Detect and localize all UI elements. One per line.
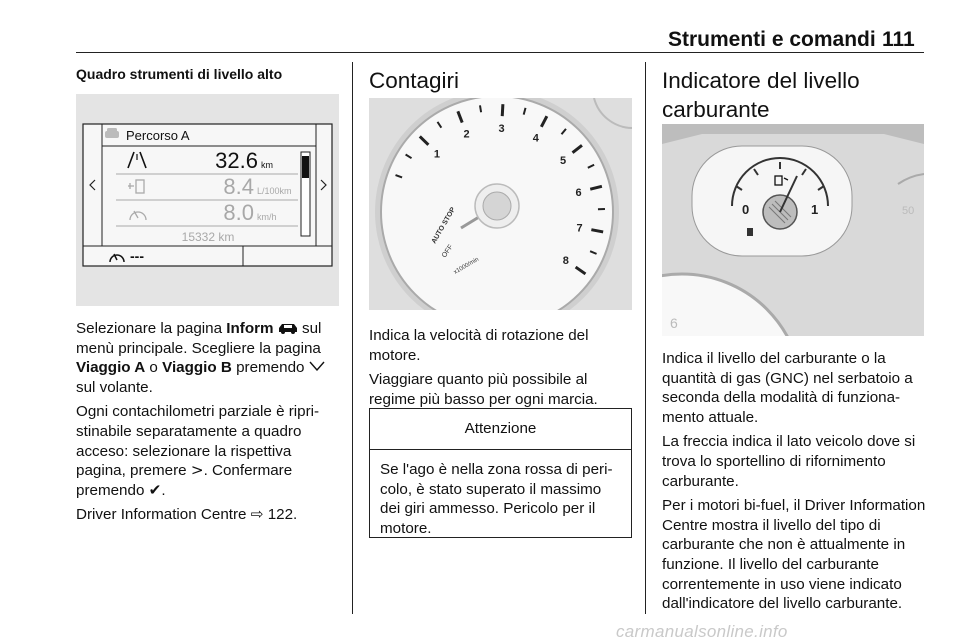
auto-stop-label: AUTO STOP — [430, 206, 458, 245]
off-label: OFF — [440, 243, 455, 260]
tachometer-tick-label: 4 — [532, 132, 539, 145]
odometer-value: 15332 km — [181, 230, 235, 244]
header-rule — [76, 52, 924, 53]
col1-text — [76, 319, 344, 530]
row3-value: 8.0 — [223, 200, 254, 225]
tachometer-tick-label: 3 — [498, 123, 505, 136]
instrument-cluster-illustration — [76, 94, 339, 306]
watermark: carmanualsonline.info — [616, 622, 788, 641]
tachometer-tick-label: 1 — [433, 148, 441, 161]
page-reference[interactable]: 122. — [267, 506, 298, 524]
section-heading: Quadro strumenti di livello alto — [76, 66, 283, 82]
inform-label: Inform — [226, 320, 274, 337]
paragraph: Per i motori bi-fuel, il Driver Information Centre mostra il livello del tipo di carburante che non è attualmente in funzione. Il livello del carburante correntemente in uso viene indicato dall'indicatore del livello carburante. — [662, 497, 926, 613]
paragraph: La freccia indica il lato veicolo dove si trova lo sportellino di rifornimento carburante. — [662, 433, 916, 490]
paragraph: Selezionare la pagina Inform sul menù principale. Scegliere la pagina Viaggio A o Viaggio B premendo sul volante. — [76, 319, 344, 397]
paragraph: Ogni contachilometri parziale è ripristinabile separatamente a quadro acceso: selezionare la rispettiva pagina, premere >. Confermare premendo ✔. — [76, 403, 320, 499]
chevron-right-icon: > — [190, 461, 204, 480]
warning-box — [369, 408, 632, 538]
car-icon — [278, 322, 298, 334]
tachometer-tick-label: 7 — [576, 222, 583, 235]
tachometer-tick-label: 6 — [575, 187, 582, 200]
paragraph: Driver Information Centre ⇨ 122. — [76, 505, 298, 524]
chevron-down-icon — [309, 361, 325, 371]
page-header-title: Strumenti e comandi — [668, 28, 876, 51]
fuel-low-warning-icon — [747, 228, 753, 236]
tachometer-tick — [502, 104, 503, 116]
tachometer-tick-label: 2 — [463, 128, 470, 141]
fuel-gauge-illustration — [662, 124, 924, 336]
section-heading: Indicatore del livello carburante — [662, 68, 860, 122]
svg-text:6: 6 — [670, 315, 678, 331]
col3-text — [662, 349, 927, 619]
row1-unit: km — [261, 160, 273, 170]
tachometer-tick-label: 8 — [562, 255, 569, 268]
tachometer-tick — [480, 105, 481, 112]
column-divider — [352, 62, 353, 614]
row2-value: 8.4 — [223, 174, 254, 199]
warning-title: Attenzione — [370, 409, 631, 450]
display-title: Percorso A — [126, 128, 190, 143]
paragraph: Indica la velocità di rotazione del motore. — [369, 327, 589, 364]
car-icon — [105, 128, 119, 138]
tachometer-illustration — [369, 98, 632, 310]
checkmark-icon: ✔ — [148, 480, 162, 499]
unit-label: x1000/min — [453, 256, 480, 276]
paragraph: Indica il livello del carburante o la quantità di gas (GNC) nel serbatoio a seconda della modalità di funzionamento attuale. — [662, 350, 913, 426]
tachometer-tick-label: 5 — [560, 155, 567, 168]
paragraph: Viaggiare quanto più possibile al regime più basso per ogni marcia. — [369, 371, 598, 408]
side-gauge-value: 50 — [902, 205, 915, 217]
col2-text — [369, 326, 637, 414]
column-divider — [645, 62, 646, 614]
warning-text: Se l'ago è nella zona rossa di pericolo, è stato superato il massimo dei giri ammesso. Pericolo per il motore. — [380, 461, 613, 537]
row2-unit: L/100km — [257, 186, 292, 196]
fuel-max-label: 1 — [811, 202, 819, 217]
bottom-value: --- — [130, 248, 144, 264]
row1-value: 32.6 — [215, 148, 258, 173]
fuel-min-label: 0 — [742, 202, 750, 217]
page-number: 111 — [882, 28, 915, 51]
row3-unit: km/h — [257, 212, 277, 222]
section-heading: Contagiri — [369, 68, 460, 93]
page-ref-arrow-icon: ⇨ — [250, 505, 264, 524]
